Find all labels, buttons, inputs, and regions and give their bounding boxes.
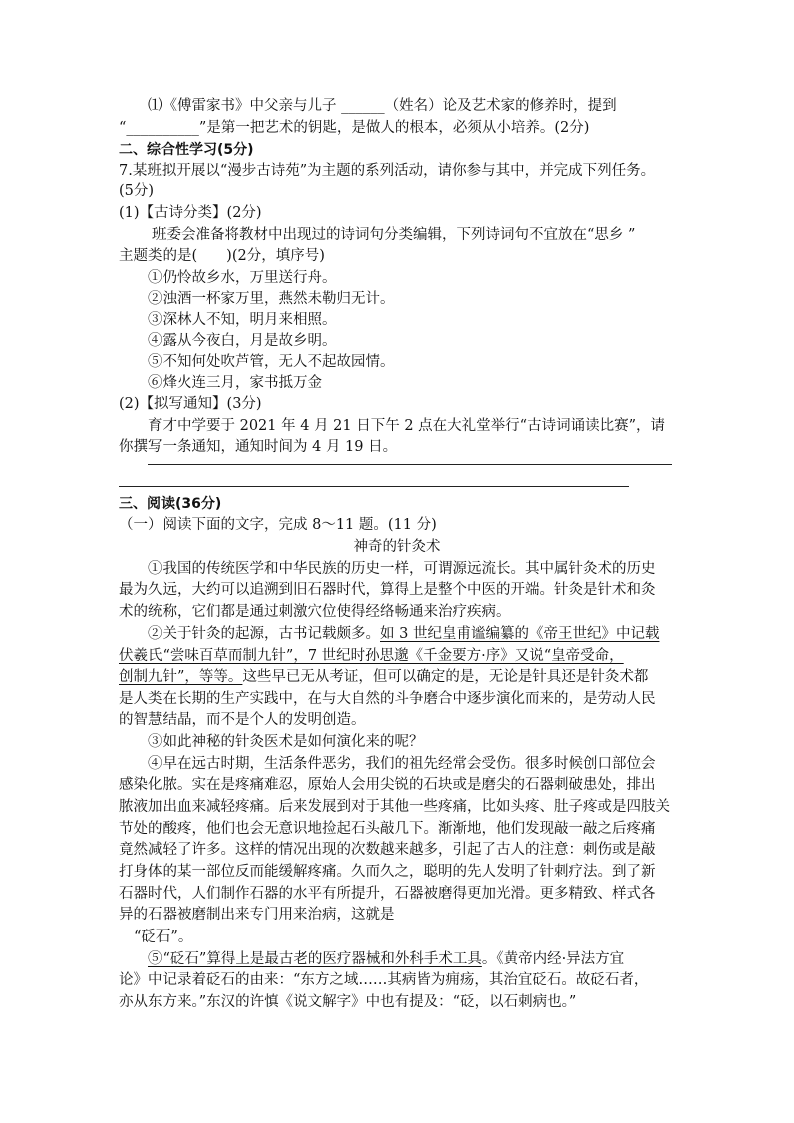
option-6: ⑥烽火连三月，家书抵万金 bbox=[148, 375, 322, 391]
option-5: ⑤不知何处吹芦管，无人不起故园情。 bbox=[148, 354, 395, 370]
answer-line-1[interactable] bbox=[148, 464, 672, 465]
p2-line-3-plain: 这些早已无从考证，但可以确定的是，无论是针具还是针灸术都 bbox=[242, 669, 649, 685]
p2-line-5: 的智慧结晶，而不是个人的发明创造。 bbox=[119, 712, 366, 728]
p1-line-3: 术的统称，它们都是通过刺激穴位使得经络畅通来治疗疾病。 bbox=[119, 604, 511, 620]
task-2-title: (2)【拟写通知】(3分) bbox=[119, 396, 262, 412]
p2-line-3 bbox=[119, 667, 648, 687]
option-1: ①仍怜故乡水，万里送行舟。 bbox=[148, 270, 337, 286]
option-4: ④露从今夜白，月是故乡明。 bbox=[148, 333, 337, 349]
q6-line-1: ⑴《傅雷家书》中父亲与儿子 ______（姓名）论及艺术家的修养时，提到 bbox=[148, 98, 617, 114]
p5-line-3: 亦从东方来。”东汉的许慎《说文解字》中也有提及：“砭，以石刺病也。” bbox=[119, 994, 577, 1010]
q7-line-1: 7.某班拟开展以“漫步古诗苑”为主题的系列活动，请你参与其中，并完成下列任务。 bbox=[119, 163, 656, 179]
p5-line-1 bbox=[148, 949, 624, 969]
option-2: ②浊酒一杯家万里，燕然未勒归无计。 bbox=[148, 291, 395, 307]
p1-line-1: ①我国的传统医学和中华民族的历史一样，可谓源远流长。其中属针灸术的历史 bbox=[148, 561, 656, 577]
p5-line-1-plain: 。《黄帝内经·异法方宜 bbox=[481, 951, 625, 967]
task-2-desc-line-1: 育才中学要于 2021 年 4 月 21 日下午 2 点在大礼堂举行“古诗词诵读比赛”，请 bbox=[148, 418, 665, 434]
p2-line-2-underlined: 伏羲氏“尝味百草而制九针”，7 世纪时孙思邈《千金要方·序》又说“皇帝受命， bbox=[119, 648, 624, 664]
q7-line-2: (5分) bbox=[119, 183, 155, 199]
p5-line-1-underlined: ⑤“砭石”算得上是最古老的医疗器械和外科手术工具 bbox=[148, 951, 482, 967]
article-title: 神奇的针灸术 bbox=[353, 539, 441, 555]
p4-line-8: 异的石器被磨制出来专门用来治病，这就是 bbox=[119, 907, 395, 923]
p1-line-2: 最为久远，大约可以追溯到旧石器时代，算得上是整个中医的开端。针灸是针术和灸 bbox=[119, 582, 656, 598]
task-1-title: (1)【古诗分类】(2分) bbox=[119, 205, 262, 221]
p2-line-1-underlined: 如 3 世纪皇甫谧编纂的《帝王世纪》中记载 bbox=[380, 626, 660, 642]
p2-line-3-underlined: 创制九针”，等等。 bbox=[119, 669, 243, 685]
q6-line-2: “__________”是第一把艺术的钥匙，是做人的根本，必须从小培养。(2分) bbox=[119, 120, 590, 136]
p4-line-2: 感染化脓。实在是疼痛难忍，原始人会用尖锐的石块或是磨尖的石器刺破患处，排出 bbox=[119, 777, 656, 793]
p2-line-1-plain: ②关于针灸的起源，古书记载颇多。 bbox=[148, 626, 380, 642]
answer-line-2[interactable] bbox=[119, 486, 629, 487]
p3-line-1: ③如此神秘的针灸医术是如何演化来的呢？ bbox=[148, 734, 424, 750]
p4-line-3: 脓液加出血来减轻疼痛。后来发展到对于其他一些疼痛，比如头疼、肚子疼或是四肢关 bbox=[119, 799, 670, 815]
task-1-desc-line-2: 主题类的是( )(2分，填序号) bbox=[119, 248, 325, 264]
p4-line-6: 打身体的某一部位反而能缓解疼痛。久而久之，聪明的先人发明了针刺疗法。到了新 bbox=[119, 864, 656, 880]
p5-line-2: 论》中记录着砭石的由来：“东方之域……其病皆为痈疡，其治宜砭石。故砭石者， bbox=[119, 972, 649, 988]
p4-line-9: “砭石”。 bbox=[134, 929, 193, 945]
p2-line-1 bbox=[148, 624, 659, 644]
option-3: ③深林人不知，明月来相照。 bbox=[148, 312, 337, 328]
p4-line-4: 节处的酸疼，他们也会无意识地捡起石头敲几下。渐渐地，他们发现敲一敲之后疼痛 bbox=[119, 821, 656, 837]
p2-line-2 bbox=[119, 646, 624, 666]
p4-line-5: 竟然减轻了许多。这样的情况出现的次数越来越多，引起了古人的注意：刺伤或是敲 bbox=[119, 842, 656, 858]
p2-line-4: 是人类在长期的生产实践中，在与大自然的斗争磨合中逐步演化而来的，是劳动人民 bbox=[119, 691, 656, 707]
section-3-subheading: （一）阅读下面的文字，完成 8～11 题。(11 分) bbox=[119, 517, 437, 533]
task-1-desc-line-1: 班委会准备将教材中出现过的诗词句分类编辑，下列诗词句不宜放在“思乡 ” bbox=[152, 227, 636, 243]
p4-line-7: 石器时代，人们制作石器的水平有所提升，石器被磨得更加光滑。更多精致、样式各 bbox=[119, 886, 656, 902]
section-3-heading: 三、阅读(36分) bbox=[119, 496, 222, 512]
section-2-heading: 二、综合性学习(5分) bbox=[119, 142, 254, 158]
task-2-desc-line-2: 你撰写一条通知，通知时间为 4 月 19 日。 bbox=[119, 439, 398, 455]
p4-line-1: ④早在远古时期，生活条件恶劣，我们的祖先经常会受伤。很多时候创口部位会 bbox=[148, 756, 656, 772]
